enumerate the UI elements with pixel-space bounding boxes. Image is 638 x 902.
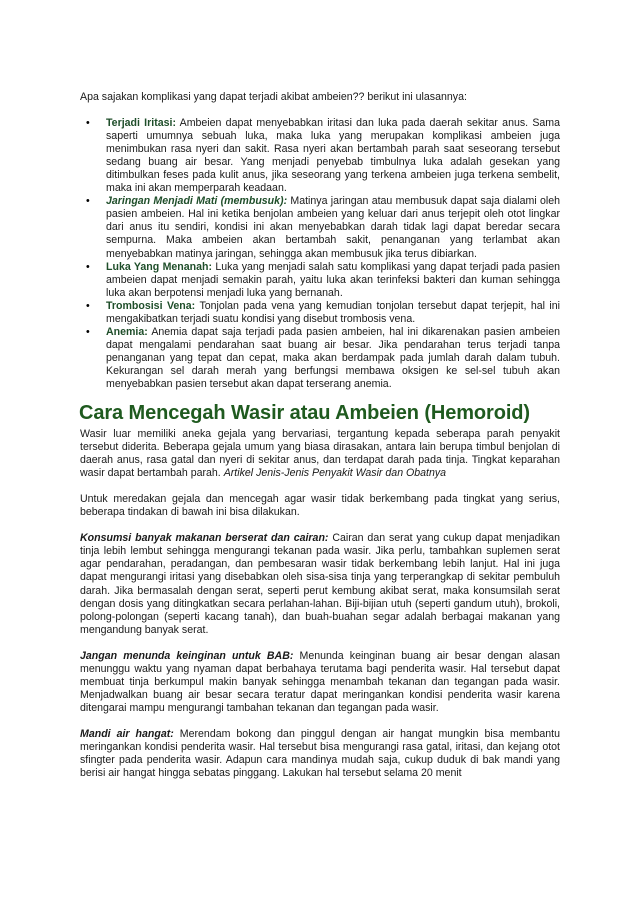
section-heading: Cara Mencegah Wasir atau Ambeien (Hemoroid) [79,402,530,425]
tip-term: Konsumsi banyak makanan berserat dan cairan: [80,532,329,545]
article-body [80,91,560,793]
list-item [80,261,560,300]
item-text: Luka yang menjadi salah satu komplikasi yang dapat terjadi pada pasien ambeien dapat menjadi semakin parah, yaitu luka akan terinfeksi bakteri dan kuman sehingga luka akan berpotensi menjadi luka yang bernanah. [106,260,560,299]
item-text: Ambeien dapat menyebabkan iritasi dan luka pada daerah sekitar anus. Sama saperti umumnya sebuah luka, maka luka yang merupakan komplikasi ambeien juga menimbukan rasa nyeri dan sakit. Rasa nyeri akan bertambah parah saat seseorang tersebut sedang buang air besar. Yang menjadi penyebab timbulnya luka adalah gesekan yang ditimbulkan feses pada kulit anus, jika seseorang yang terkena ambeien juga terkena sembelit, maka ini akan memperparah keadaan. [106,117,561,195]
tip-paragraph [80,532,560,636]
item-term: Luka Yang Menanah: [106,260,213,273]
list-item [80,195,560,260]
item-term: Anemia: [106,325,148,338]
tip-term: Mandi air hangat: [80,727,174,740]
intro-text: Apa sajakan komplikasi yang dapat terjadi akibat ambeien?? berikut ini ulasannya: [80,91,467,103]
item-term: Trombosisi Vena: [106,299,196,312]
tip-text: Cairan dan serat yang cukup dapat menjadikan tinja lebih lembut sehingga mengurangi tekanan pada wasir. Jika perlu, tambahkan suplemen serat agar pendarahan, peradangan, dan pembesaran wasir tidak berkembang lebih lanjut. Hal ini juga dapat mengurangi iritasi yang disebabkan oleh sisa-sisa tinja yang terperangkap di sekitar pembuluh darah. Jika bermasalah dengan serat, seperti perut kembung akibat serat, maka konsumsilah serat dengan dosis yang ditingkatkan secara perlahan-lahan. Biji-bijian utuh (seperti gandum utuh), brokoli, polong-polongan (seperti kacang tanah), dan buah-buahan segar adalah berbagai makanan yang mengandung banyak serat. [80,532,561,636]
article-link[interactable]: Artikel Jenis-Jenis Penyakit Wasir dan Obatnya [223,467,447,480]
paragraph: Untuk meredakan gejala dan mencegah agar wasir tidak berkembang pada tingkat yang serius, beberapa tindakan di bawah ini bisa dilakukan. [80,493,560,519]
tip-paragraph [80,728,560,780]
paragraph [80,428,560,480]
list-item [80,117,560,195]
tip-paragraph [80,650,560,715]
list-item [80,300,560,326]
list-item [80,326,560,391]
tip-text: Menunda keinginan buang air besar dengan alasan menunggu waktu yang nyaman dapat berbahaya terutama bagi penderita wasir. Hal tersebut dapat membuat tinja berkumpul makin banyak sehingga menambah tekanan dan tegangan pada wasir. Menjadwalkan buang air besar secara teratur dapat meringankan kondisi penderita wasir karena ditengarai mampu mengurangi tambahan tekanan dan tegangan pada wasir. [80,649,560,714]
item-text: Tonjolan pada vena yang kemudian tonjolan tersebut dapat terjepit, hal ini mengakibatkan terjadi suatu kondisi yang disebut trombosis vena. [106,299,560,325]
item-term: Jaringan Menjadi Mati (membusuk): [106,195,288,208]
item-text: Anemia dapat saja terjadi pada pasien ambeien, hal ini dikarenakan pasien ambeien dapat mengalami pendarahan saat buang air besar. Jika pendarahan terus terjadi tanpa penanganan yang tepat dan cepat, maka akan berdampak pada jumlah darah dalam tubuh. Kekurangan sel darah merah yang berfungsi membawa oksigen ke sel-sel tubuh akan menyebabkan pasien tersebut akan dapat terserang anemia. [106,325,560,390]
tip-text: Merendam bokong dan pinggul dengan air hangat mungkin bisa membantu meringankan kondisi penderita wasir. Hal tersebut bisa mengurangi rasa gatal, iritasi, dan kejang otot sfingter pada penderita wasir. Adapun cara mandinya mudah saja, cukup duduk di bak mandi yang berisi air hangat hingga sebatas pinggang. Lakukan hal tersebut selama 20 menit [80,727,560,780]
complications-list [80,117,560,391]
paragraph-text: Wasir luar memiliki aneka gejala yang bervariasi, tergantung kepada seberapa parah penyakit tersebut diderita. Beberapa gejala umum yang biasa dirasakan, antara lain berupa timbul benjolan di daerah anus, rasa gatal dan nyeri di sekitar anus, dan terdapat darah pada tinja. Tingkat keparahan wasir dapat bertambah parah. [80,428,560,480]
tip-term: Jangan menunda keinginan untuk BAB: [80,649,294,662]
item-text: Matinya jaringan atau membusuk dapat saja dialami oleh pasien ambeien. Hal ini ketika benjolan ambeien yang keluar dari anus terjepit oleh otot lingkar dari anus itu sendiri, kondisi ini akan menyebabkan darah tidak lagi dapat beredar secara sempurna. Maka ambeien akan bertambah sakit, penanganan yang terlambat akan menyebabkan matinya jaringan, sehingga akan membusuk jika terus dibiarkan. [106,195,561,260]
item-term: Terjadi Iritasi: [106,117,176,130]
